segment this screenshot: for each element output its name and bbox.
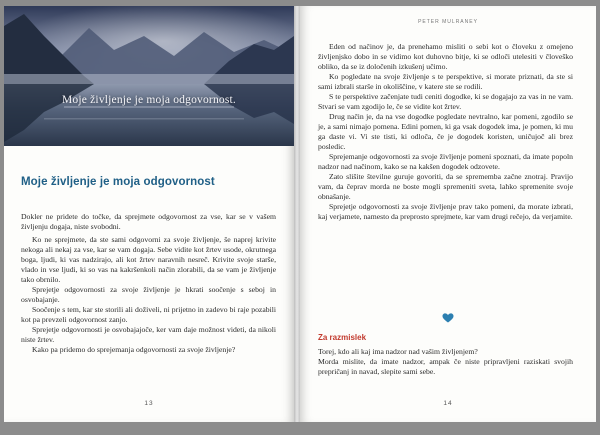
chapter-title: Moje življenje je moja odgovornost (21, 176, 215, 188)
page-number-left: 13 (144, 400, 154, 407)
left-paragraph: Soočenje s tem, kar ste storili ali doživeli, ni prijetno in zadevo bi raje pozabili kot pa prevzeli odgovornost zanjo. (21, 305, 276, 324)
right-body-text (318, 42, 573, 222)
running-head: PETER MULRANEY (418, 19, 478, 25)
section-heading: Za razmislek (318, 333, 367, 342)
section-paragraph: Torej, kdo ali kaj ima nadzor nad vašim življenjem? (318, 347, 478, 356)
right-paragraph: Drug način je, da na vse dogodke pogledate nevtralno, kar pomeni, zgodilo se je, a sami nimajo pomena. Edini pomen, ki ga vsak dogodek ima, je pomen, ki mu ga daste vi. Vi ste tisti, ki odloča, če je dogodek koristen, uničujoč ali brez posledic. (318, 112, 573, 151)
left-paragraph: Dokler ne pridete do točke, da sprejmete odgovornost za vse, kar se v vašem življenju dogaja, niste svobodni. (21, 212, 276, 231)
photo-caption: Moje življenje je moja odgovornost. (61, 94, 237, 106)
left-paragraph: Ko ne sprejmete, da ste sami odgovorni za svoje življenje, še naprej krivite nekoga ali nekaj za vse, kar se vam dogaja. Sebe vidite kot žrtev usode, okrutnega boga, ljudi, ki vas nadzirajo, ali kot žrtev naravnih nesreč. Krivite svoje starše, vlado in vse ljudi, ki so vas na kakršenkoli način zlorabili, da se vam je življenje tako obrnilo. (21, 235, 276, 284)
right-paragraph: S te perspektive začenjate tudi ceniti dogodke, ki se dogajajo za vas in ne vam. Stvari se vam zgodijo le, če se vidite kot žrtev. (318, 92, 573, 111)
right-paragraph: Eden od načinov je, da prenehamo misliti o sebi kot o človeku z omejeno življenjsko dobo in se vidimo kot duhovno bitje, ki se odloči utelesiti v človeško obliko, da se iz določenih izkušenj učimo. (318, 42, 573, 71)
lake-mountain-photo (4, 6, 294, 146)
heart-ornament-icon (442, 313, 454, 323)
photo-illustration (4, 6, 294, 146)
right-paragraph: Sprejemanje odgovornosti za svoje življenje pomeni spoznati, da imate popoln nadzor nad načinom, kako se na kakšen dogodek odzovete. (318, 152, 573, 171)
right-paragraph: Ko pogledate na svoje življenje s te perspektive, si morate priznati, da ste si sami izbrali starše in okoliščine, v katere ste se rodili. (318, 72, 573, 91)
left-paragraph: Kako pa pridemo do sprejemanja odgovornosti za svoje življenje? (32, 345, 236, 354)
left-page (4, 6, 294, 422)
page-number-right: 14 (443, 400, 453, 407)
right-paragraph: Sprejetje odgovornosti za svoje življenje prav tako pomeni, da morate izbrati, kaj verjamete, namesto da preprosto sprejmete, kar vam drugi rečejo, da verjamite. (318, 202, 573, 221)
left-body-text (21, 212, 276, 355)
section-body-text (318, 347, 573, 377)
right-paragraph: Zato slišite številne guruje govoriti, da se sprememba začne znotraj. Pravijo vam, da čeprav morda ne boste mogli spremeniti sveta, lahko spremenite svoje obnašanje. (318, 172, 573, 201)
section-paragraph: Morda mislite, da imate nadzor, ampak če niste pripravljeni raziskati svojih prepričanj in navad, slepite sami sebe. (318, 357, 573, 376)
left-paragraph: Sprejetje odgovornosti je osvobajajoče, ker vam daje možnost videti, da nikoli niste žrtev. (21, 325, 276, 344)
left-paragraph: Sprejetje odgovornosti za svoje življenje je hkrati soočenje s seboj in osvobajanje. (21, 285, 276, 304)
right-page (300, 6, 596, 422)
